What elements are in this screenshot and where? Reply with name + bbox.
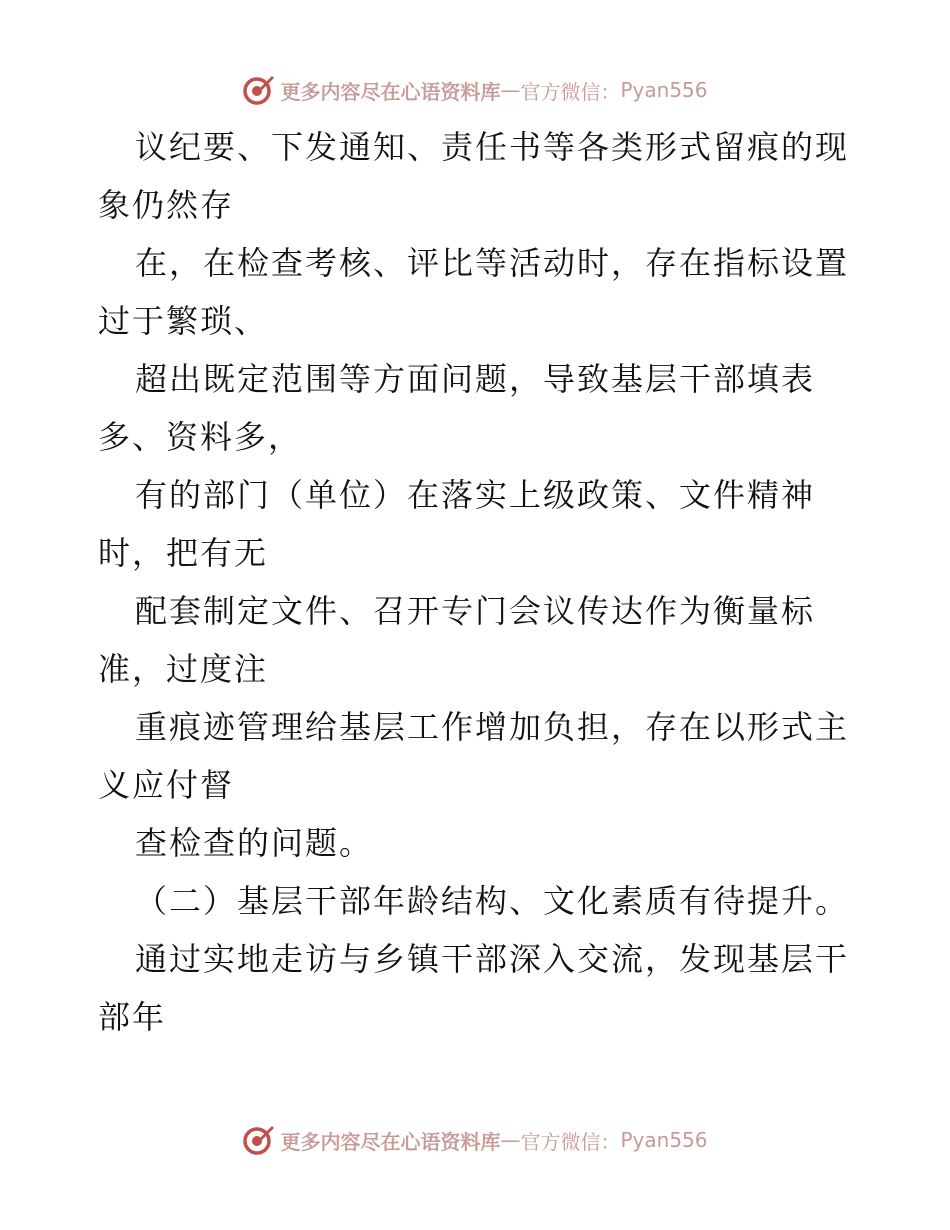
- body-line: 部年: [98, 998, 167, 1036]
- body-line: 准，过度注: [98, 650, 269, 688]
- header-wechat-id: Pyan556: [620, 78, 708, 102]
- body-line: 在，在检查考核、评比等活动时，存在指标设置: [135, 244, 850, 282]
- section-heading: （二）基层干部年龄结构、文化素质有待提升。: [135, 882, 850, 920]
- document-body: [98, 118, 858, 1046]
- header-brand-text: 更多内容尽在心语资料库: [280, 79, 501, 104]
- body-line: 通过实地走访与乡镇干部深入交流，发现基层干: [135, 940, 850, 978]
- header-watermark: [0, 70, 950, 110]
- footer-wechat-label: 官方微信：: [520, 1129, 621, 1154]
- body-line: 配套制定文件、召开专门会议传达作为衡量标: [135, 592, 816, 630]
- body-line: 重痕迹管理给基层工作增加负担，存在以形式主: [135, 708, 850, 746]
- body-line: 义应付督: [98, 766, 235, 804]
- body-line: 查检查的问题。: [135, 824, 374, 862]
- body-line: 议纪要、下发通知、责任书等各类形式留痕的现: [135, 128, 850, 166]
- body-line: 象仍然存: [98, 186, 235, 224]
- footer-watermark: [0, 1120, 950, 1160]
- footer-separator: —: [500, 1128, 521, 1152]
- body-line: 过于繁琐、: [98, 302, 269, 340]
- pen-logo-icon: [242, 73, 276, 107]
- header-separator: —: [500, 78, 521, 102]
- footer-wechat-id: Pyan556: [620, 1128, 708, 1152]
- body-line: 超出既定范围等方面问题，导致基层干部填表: [135, 360, 816, 398]
- body-line: 有的部门（单位）在落实上级政策、文件精神: [135, 476, 816, 514]
- header-wechat-label: 官方微信：: [520, 79, 621, 104]
- body-line: 时，把有无: [98, 534, 269, 572]
- body-line: 多、资料多，: [98, 418, 303, 456]
- footer-brand-text: 更多内容尽在心语资料库: [280, 1129, 501, 1154]
- pen-logo-icon: [242, 1123, 276, 1157]
